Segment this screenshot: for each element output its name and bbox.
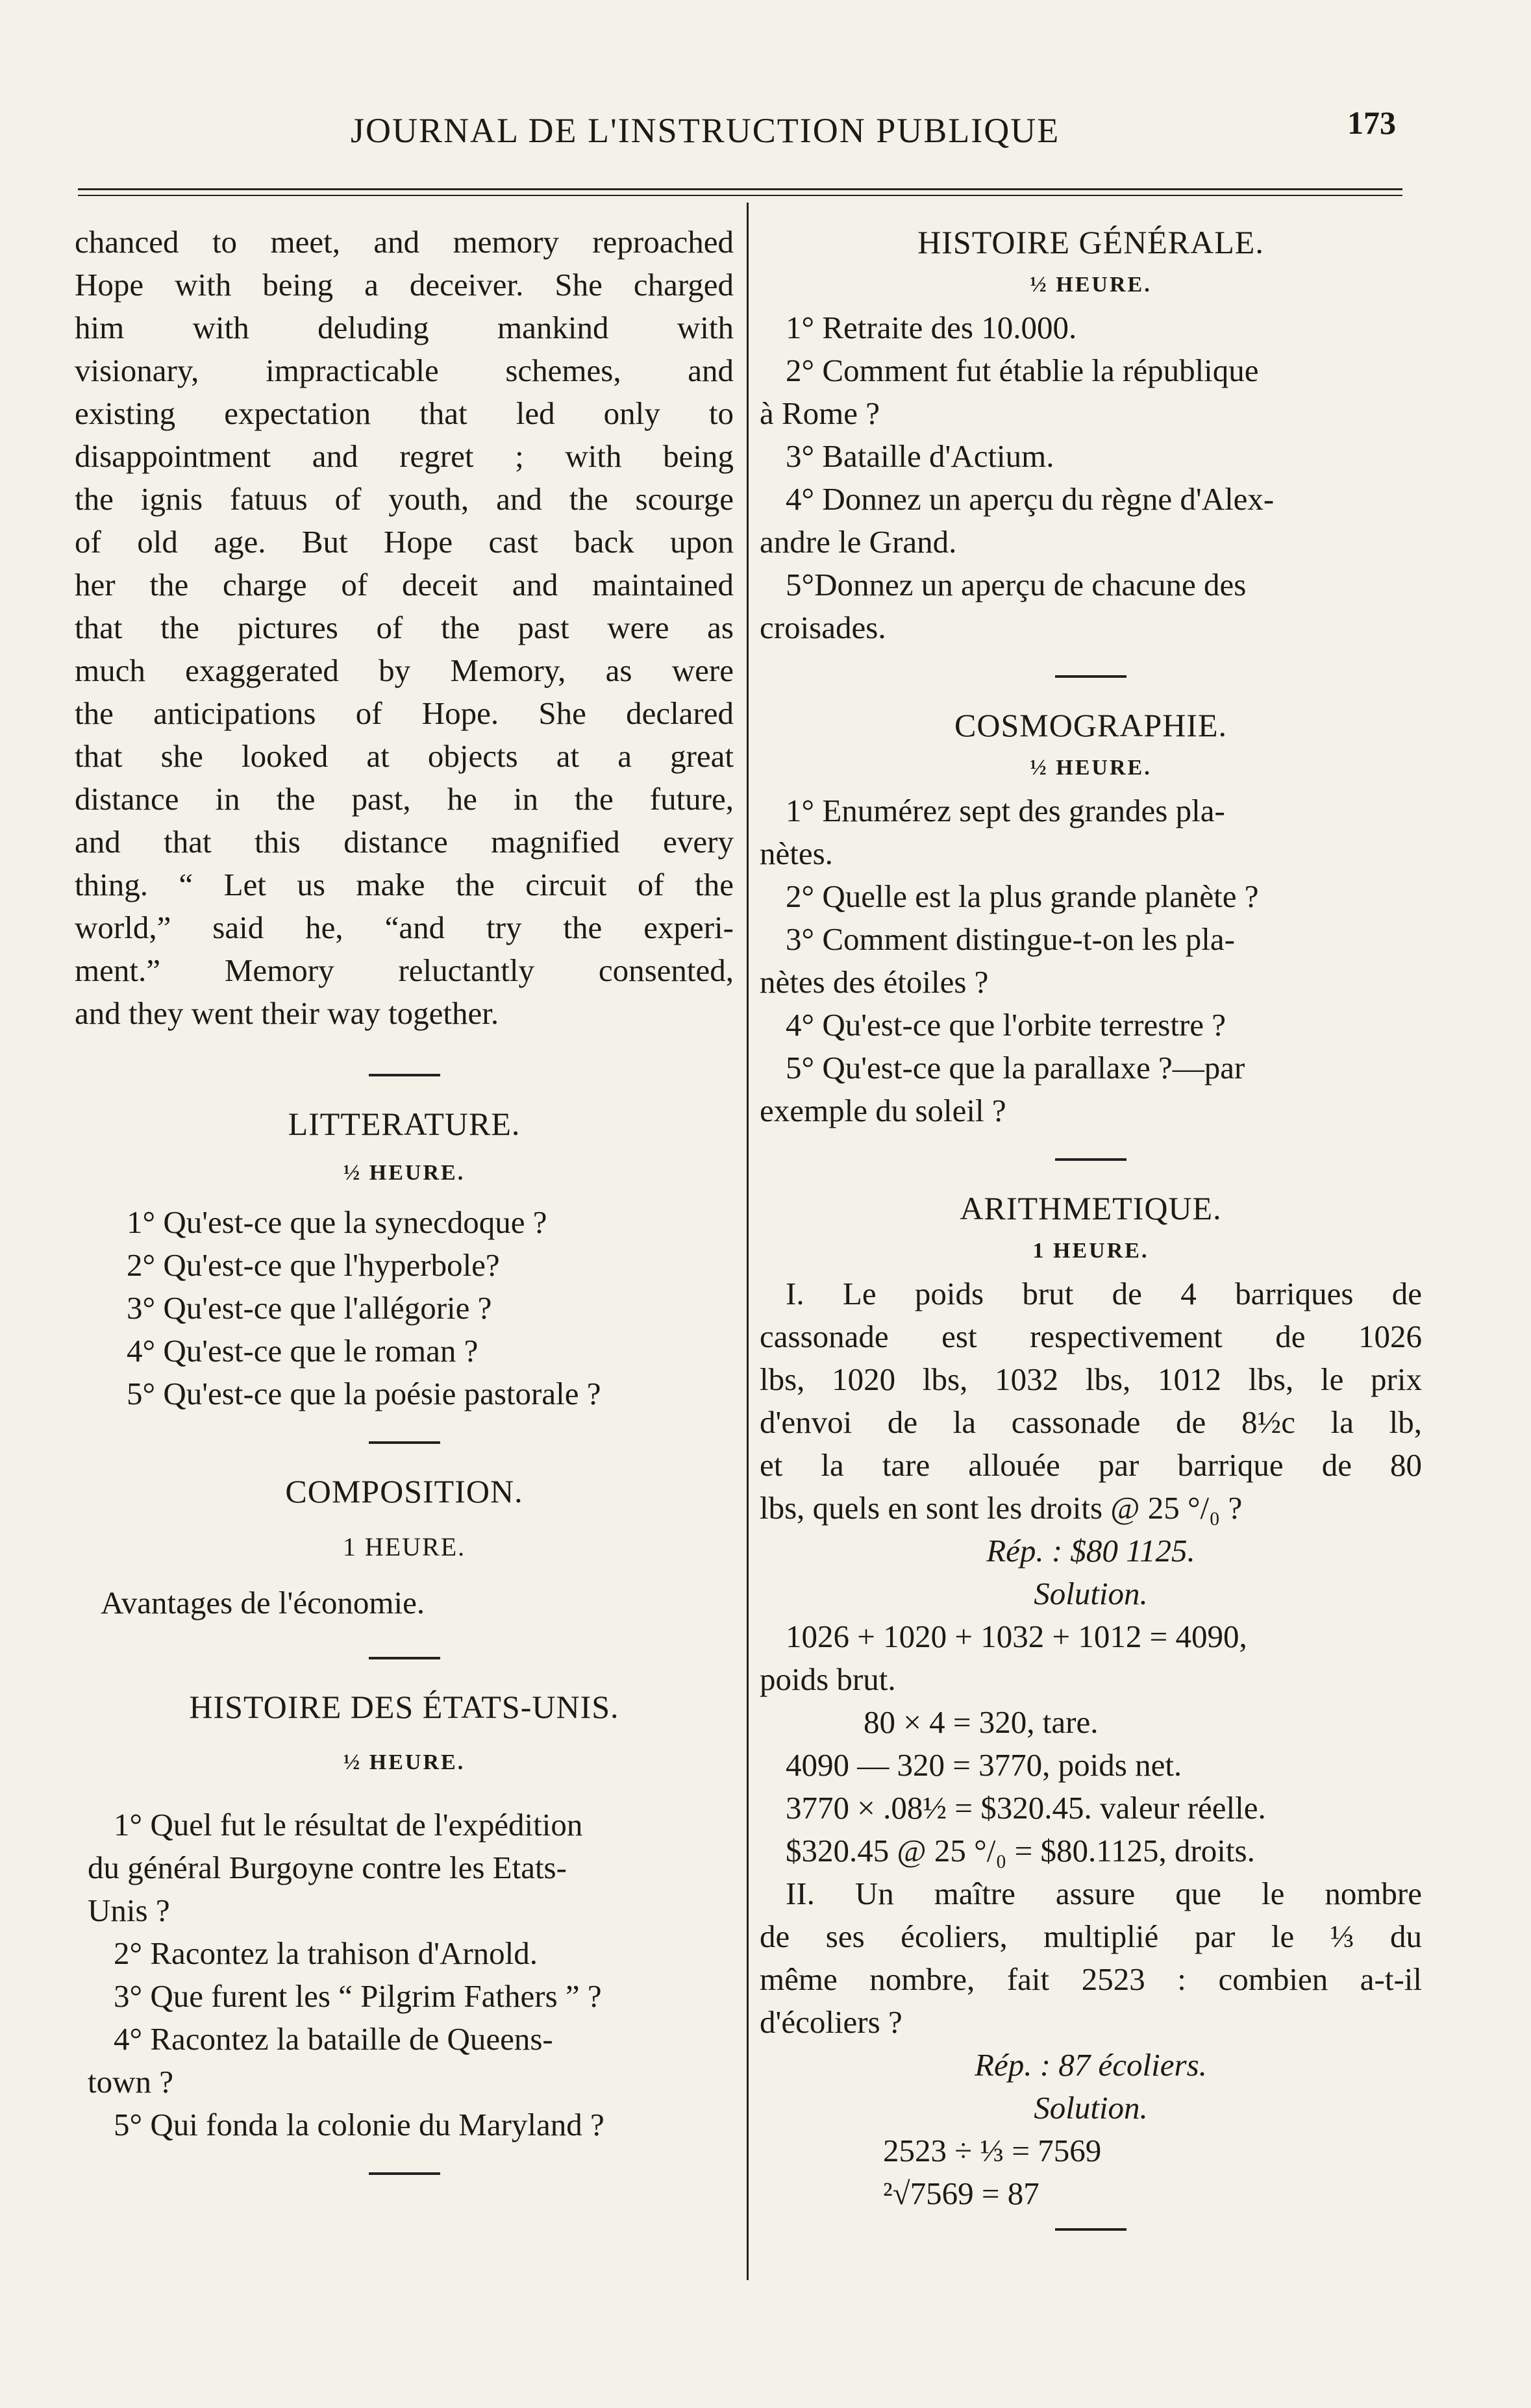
question-line: 4° Racontez la bataille de Queens- bbox=[114, 2021, 553, 2057]
text-line: cassonade est respectivement de 1026 bbox=[760, 1319, 1422, 1354]
section-time-composition: 1 HEURE. bbox=[342, 1532, 466, 1561]
text-line: lbs, 1020 lbs, 1032 lbs, 1012 lbs, le prix bbox=[760, 1361, 1422, 1397]
text-line: that the pictures of the past were as bbox=[75, 610, 734, 645]
text-line: même nombre, fait 2523 : combien a-t-il bbox=[760, 1961, 1422, 1997]
text-line: of old age. But Hope cast back upon bbox=[75, 524, 734, 560]
text-line: d'envoi de la cassonade de 8½c la lb, bbox=[760, 1404, 1422, 1440]
section-divider bbox=[369, 1074, 440, 1076]
solution-label-2: Solution. bbox=[1034, 2090, 1148, 2126]
question-line: du général Burgoyne contre les Etats- bbox=[88, 1850, 567, 1885]
page-header bbox=[71, 97, 1422, 156]
calculation-line: 1026 + 1020 + 1032 + 1012 = 4090, bbox=[786, 1619, 1247, 1654]
text-line: the ignis fatuus of youth, and the scourge bbox=[75, 481, 734, 517]
calculation-line: 2523 ÷ ⅓ = 7569 bbox=[883, 2133, 1102, 2168]
text-line: distance in the past, he in the future, bbox=[75, 781, 734, 817]
section-title-composition: COMPOSITION. bbox=[285, 1473, 523, 1509]
question-line: 1° Quel fut le résultat de l'expédition bbox=[114, 1807, 583, 1843]
section-divider bbox=[1055, 1158, 1126, 1161]
section-time-histoire-generale: ½ HEURE. bbox=[1030, 273, 1152, 297]
text-line: disappointment and regret ; with being bbox=[75, 438, 734, 474]
question-line: 3° Que furent les “ Pilgrim Fathers ” ? bbox=[114, 1978, 602, 2014]
question-line: 4° Donnez un aperçu du règne d'Alex- bbox=[786, 481, 1275, 517]
question-line: 2° Comment fut établie la république bbox=[786, 353, 1259, 388]
question-line: 1° Enumérez sept des grandes pla- bbox=[786, 793, 1225, 828]
calculation-line: poids brut. bbox=[760, 1661, 896, 1697]
question-line: 5° Qu'est-ce que la parallaxe ?—par bbox=[786, 1050, 1245, 1086]
section-title-litterature: LITTERATURE. bbox=[288, 1106, 521, 1142]
solution-label-1: Solution. bbox=[1034, 1576, 1148, 1611]
text-line: her the charge of deceit and maintained bbox=[75, 567, 734, 602]
header-rule-2 bbox=[78, 195, 1402, 196]
text-line: world,” said he, “and try the experi- bbox=[75, 910, 734, 945]
header-rule bbox=[78, 188, 1402, 190]
question-line: nètes. bbox=[760, 836, 833, 871]
section-time-cosmographie: ½ HEURE. bbox=[1030, 756, 1152, 780]
section-divider bbox=[369, 1441, 440, 1444]
text-line: existing expectation that led only to bbox=[75, 395, 734, 431]
text-line: lbs, quels en sont les droits @ 25 °/₀ ? bbox=[760, 1490, 1243, 1526]
calculation-line: 80 × 4 = 320, tare. bbox=[864, 1704, 1099, 1740]
section-divider bbox=[1055, 2228, 1126, 2231]
section-divider bbox=[1055, 675, 1126, 678]
section-time-arithmetique: 1 HEURE. bbox=[1032, 1239, 1149, 1263]
right-column bbox=[760, 221, 1422, 2257]
calculation-line: ²√7569 = 87 bbox=[883, 2176, 1039, 2211]
text-line: d'écoliers ? bbox=[760, 2004, 902, 2040]
text-line: Hope with being a deceiver. She charged bbox=[75, 267, 734, 303]
question-line: 2° Qu'est-ce que l'hyperbole? bbox=[127, 1247, 500, 1283]
question-line: à Rome ? bbox=[760, 395, 880, 431]
text-line: I. Le poids brut de 4 barriques de bbox=[786, 1276, 1422, 1311]
section-divider bbox=[369, 2172, 440, 2175]
question-line: town ? bbox=[88, 2064, 173, 2100]
question-line: croisades. bbox=[760, 610, 886, 645]
section-divider bbox=[369, 1657, 440, 1659]
question-line: 2° Quelle est la plus grande planète ? bbox=[786, 878, 1259, 914]
litterature-questions bbox=[75, 1201, 734, 1415]
question-line: andre le Grand. bbox=[760, 524, 957, 560]
section-title-histoire-generale: HISTOIRE GÉNÉRALE. bbox=[917, 224, 1264, 260]
section-time-litterature: ½ HEURE. bbox=[343, 1161, 466, 1185]
text-line: that she looked at objects at a great bbox=[75, 738, 734, 774]
text-line: thing. “ Let us make the circuit of the bbox=[75, 867, 734, 902]
question-line: 4° Qu'est-ce que le roman ? bbox=[127, 1333, 479, 1369]
section-time-histoire-eu: ½ HEURE. bbox=[343, 1750, 466, 1774]
answer-1: Rép. : $80 1125. bbox=[986, 1533, 1195, 1569]
page-number: 173 bbox=[1347, 105, 1396, 141]
question-line: 4° Qu'est-ce que l'orbite terrestre ? bbox=[786, 1007, 1226, 1043]
journal-title: JOURNAL DE L'INSTRUCTION PUBLIQUE bbox=[351, 111, 1060, 150]
section-title-cosmographie: COSMOGRAPHIE. bbox=[954, 707, 1227, 743]
section-title-histoire-eu: HISTOIRE DES ÉTATS-UNIS. bbox=[189, 1689, 619, 1725]
question-line: 1° Retraite des 10.000. bbox=[786, 310, 1077, 345]
question-line: 5°Donnez un aperçu de chacune des bbox=[786, 567, 1247, 602]
question-line: 3° Bataille d'Actium. bbox=[786, 438, 1054, 474]
text-line: him with deluding mankind with bbox=[75, 310, 734, 345]
text-line: much exaggerated by Memory, as were bbox=[75, 652, 734, 688]
text-line: et la tare allouée par barrique de 80 bbox=[760, 1447, 1422, 1483]
arithmetic-problem-1 bbox=[760, 1272, 1422, 1530]
question-line: nètes des étoiles ? bbox=[760, 964, 989, 1000]
composition-subject: Avantages de l'économie. bbox=[101, 1585, 425, 1620]
text-line: chanced to meet, and memory reproached bbox=[75, 224, 734, 260]
text-line: de ses écoliers, multiplié par le ⅓ du bbox=[760, 1918, 1422, 1954]
calculation-line: 4090 — 320 = 3770, poids net. bbox=[786, 1747, 1182, 1783]
question-line: 3° Qu'est-ce que l'allégorie ? bbox=[127, 1290, 492, 1326]
calculation-line: $320.45 @ 25 °/₀ = $80.1125, droits. bbox=[786, 1833, 1255, 1868]
text-line: visionary, impracticable schemes, and bbox=[75, 353, 734, 388]
arithmetic-problem-2 bbox=[760, 1872, 1422, 2044]
question-line: 2° Racontez la trahison d'Arnold. bbox=[114, 1935, 538, 1971]
column-divider bbox=[747, 203, 749, 2280]
question-line: Unis ? bbox=[88, 1893, 170, 1928]
calculation-line: 3770 × .08½ = $320.45. valeur réelle. bbox=[786, 1790, 1266, 1826]
story-paragraph bbox=[75, 221, 734, 1035]
question-line: exemple du soleil ? bbox=[760, 1093, 1006, 1128]
text-line: ment.” Memory reluctantly consented, bbox=[75, 952, 734, 988]
question-line: 5° Qui fonda la colonie du Maryland ? bbox=[114, 2107, 604, 2142]
left-column bbox=[75, 221, 734, 2201]
answer-2: Rép. : 87 écoliers. bbox=[975, 2047, 1207, 2083]
question-line: 5° Qu'est-ce que la poésie pastorale ? bbox=[127, 1376, 601, 1411]
text-line: the anticipations of Hope. She declared bbox=[75, 695, 734, 731]
text-line: II. Un maître assure que le nombre bbox=[786, 1876, 1422, 1911]
question-line: 1° Qu'est-ce que la synecdoque ? bbox=[127, 1204, 547, 1240]
section-title-arithmetique: ARITHMETIQUE. bbox=[960, 1190, 1222, 1226]
text-line: and that this distance magnified every bbox=[75, 824, 734, 860]
question-line: 3° Comment distingue-t-on les pla- bbox=[786, 921, 1235, 957]
text-line: and they went their way together. bbox=[75, 995, 499, 1031]
